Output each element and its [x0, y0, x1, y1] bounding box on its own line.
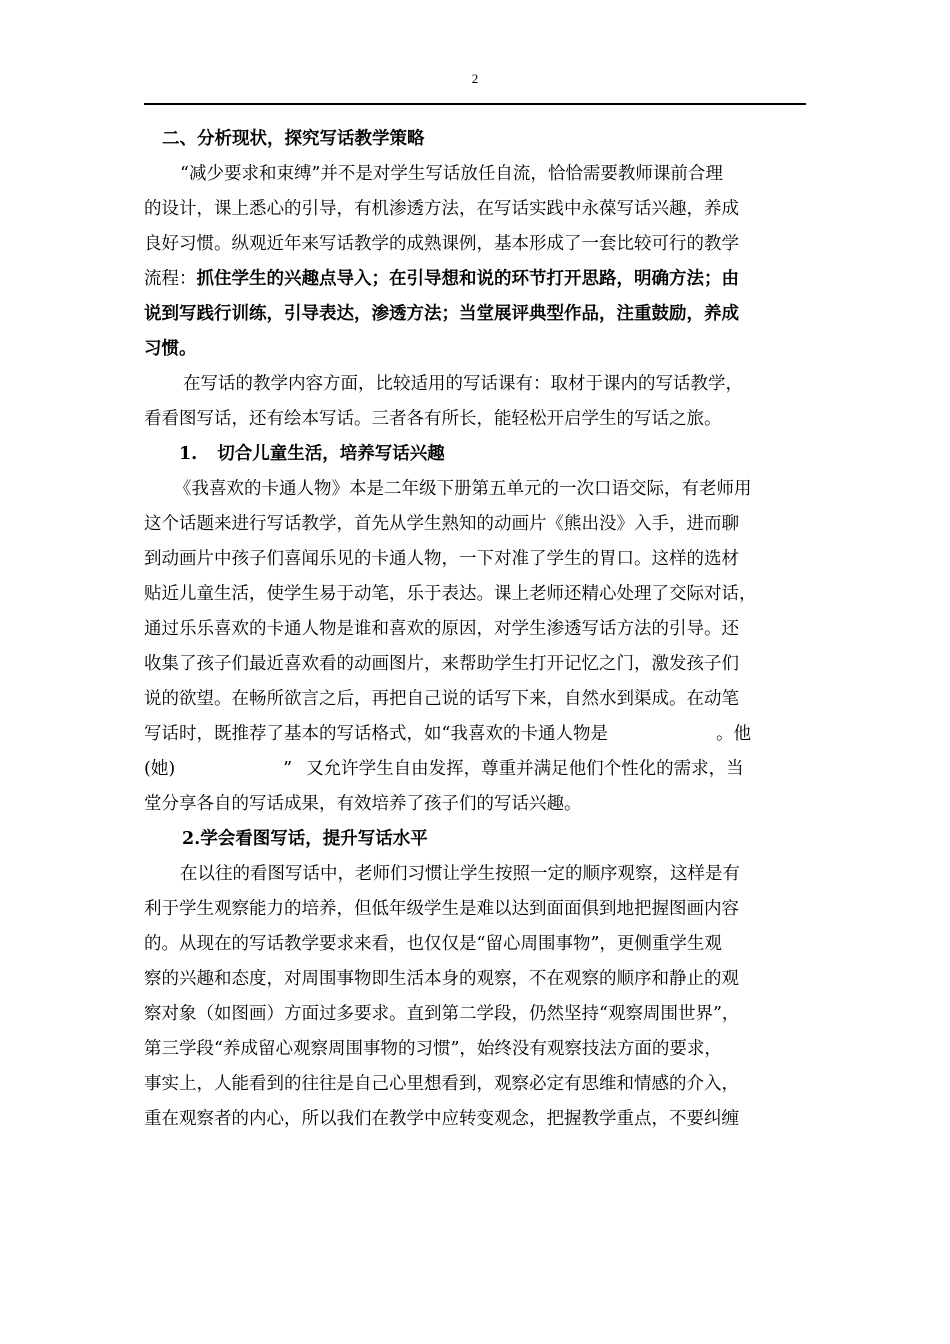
- paragraph-line: 说到写践行训练，引导表达，渗透方法；当堂展评典型作品，注重鼓励，养成: [144, 304, 739, 324]
- text-run: ”: [283, 759, 293, 779]
- text-run: 又允许学生自由发挥，尊重并满足他们个性化的需求，当: [306, 759, 744, 779]
- paragraph-line: 良好习惯。纵观近年来写话教学的成熟课例，基本形成了一套比较可行的教学: [144, 234, 739, 254]
- header-rule: [144, 103, 806, 105]
- paragraph-line: “减少要求和束缚”并不是对学生写话放任自流，恰恰需要教师课前合理: [180, 164, 723, 184]
- paragraph-line: [144, 752, 806, 787]
- paragraph-line: 贴近儿童生活，使学生易于动笔，乐于表达。课上老师还精心处理了交际对话，: [144, 584, 757, 604]
- subsection-number: 1.: [179, 444, 198, 464]
- subsection-heading: 2.学会看图写话，提升写话水平: [182, 829, 428, 849]
- paragraph-line: 在写话的教学内容方面，比较适用的写话课有：取材于课内的写话教学，: [183, 374, 743, 394]
- text-run: (她): [144, 759, 176, 779]
- paragraph-line: 说的欲望。在畅所欲言之后，再把自己说的话写下来，自然水到渠成。在动笔: [144, 689, 739, 709]
- paragraph-line: 的。从现在的写话教学要求来看，也仅仅是“留心周围事物”，更侧重学生观: [144, 934, 722, 954]
- paragraph-line: 通过乐乐喜欢的卡通人物是谁和喜欢的原因，对学生渗透写话方法的引导。还: [144, 619, 739, 639]
- paragraph-line: 在以往的看图写话中，老师们习惯让学生按照一定的顺序观察，这样是有: [180, 864, 740, 884]
- paragraph-line: 重在观察者的内心，所以我们在教学中应转变观念，把握教学重点，不要纠缠: [144, 1109, 739, 1129]
- paragraph-line: [144, 262, 806, 297]
- document-body: [144, 122, 806, 1137]
- paragraph-line: 《我喜欢的卡通人物》本是二年级下册第五单元的一次口语交际，有老师用: [174, 479, 752, 499]
- text-run: 流程：: [144, 269, 197, 289]
- paragraph-line: 习惯。: [144, 339, 197, 359]
- text-run: 。他: [715, 724, 751, 744]
- paragraph-line: 堂分享各自的写话成果，有效培养了孩子们的写话兴趣。: [144, 794, 582, 814]
- paragraph-line: 收集了孩子们最近喜欢看的动画图片，来帮助学生打开记忆之门，激发孩子们: [144, 654, 739, 674]
- paragraph-line: 看看图写话，还有绘本写话。三者各有所长，能轻松开启学生的写话之旅。: [144, 409, 722, 429]
- paragraph-line: 利于学生观察能力的培养，但低年级学生是难以达到面面俱到地把握图画内容: [144, 899, 739, 919]
- paragraph-line: 事实上，人能看到的往往是自己心里想看到，观察必定有思维和情感的介入，: [144, 1074, 739, 1094]
- subsection-title: 切合儿童生活，培养写话兴趣: [217, 444, 445, 464]
- page-number: 2: [471, 71, 479, 86]
- paragraph-line: 的设计，课上悉心的引导，有机渗透方法，在写话实践中永葆写话兴趣，养成: [144, 199, 739, 219]
- paragraph-line: 察的兴趣和态度，对周围事物即生活本身的观察，不在观察的顺序和静止的观: [144, 969, 739, 989]
- section-heading: 二、分析现状，探究写话教学策略: [162, 129, 425, 149]
- paragraph-line: 第三学段“养成留心观察周围事物的习惯”，始终没有观察技法方面的要求，: [144, 1039, 722, 1059]
- paragraph-line: 这个话题来进行写话教学，首先从学生熟知的动画片《熊出没》入手，进而聊: [144, 514, 739, 534]
- paragraph-line: 到动画片中孩子们喜闻乐见的卡通人物，一下对准了学生的胃口。这样的选材: [144, 549, 739, 569]
- bold-text-run: 抓住学生的兴趣点导入；在引导想和说的环节打开思路，明确方法；由: [196, 269, 739, 289]
- text-run: 写话时，既推荐了基本的写话格式，如“我喜欢的卡通人物是: [144, 724, 608, 744]
- paragraph-line: [144, 717, 806, 752]
- subsection-heading: [144, 437, 806, 472]
- paragraph-line: 察对象（如图画）方面过多要求。直到第二学段，仍然坚持“观察周围世界”，: [144, 1004, 740, 1024]
